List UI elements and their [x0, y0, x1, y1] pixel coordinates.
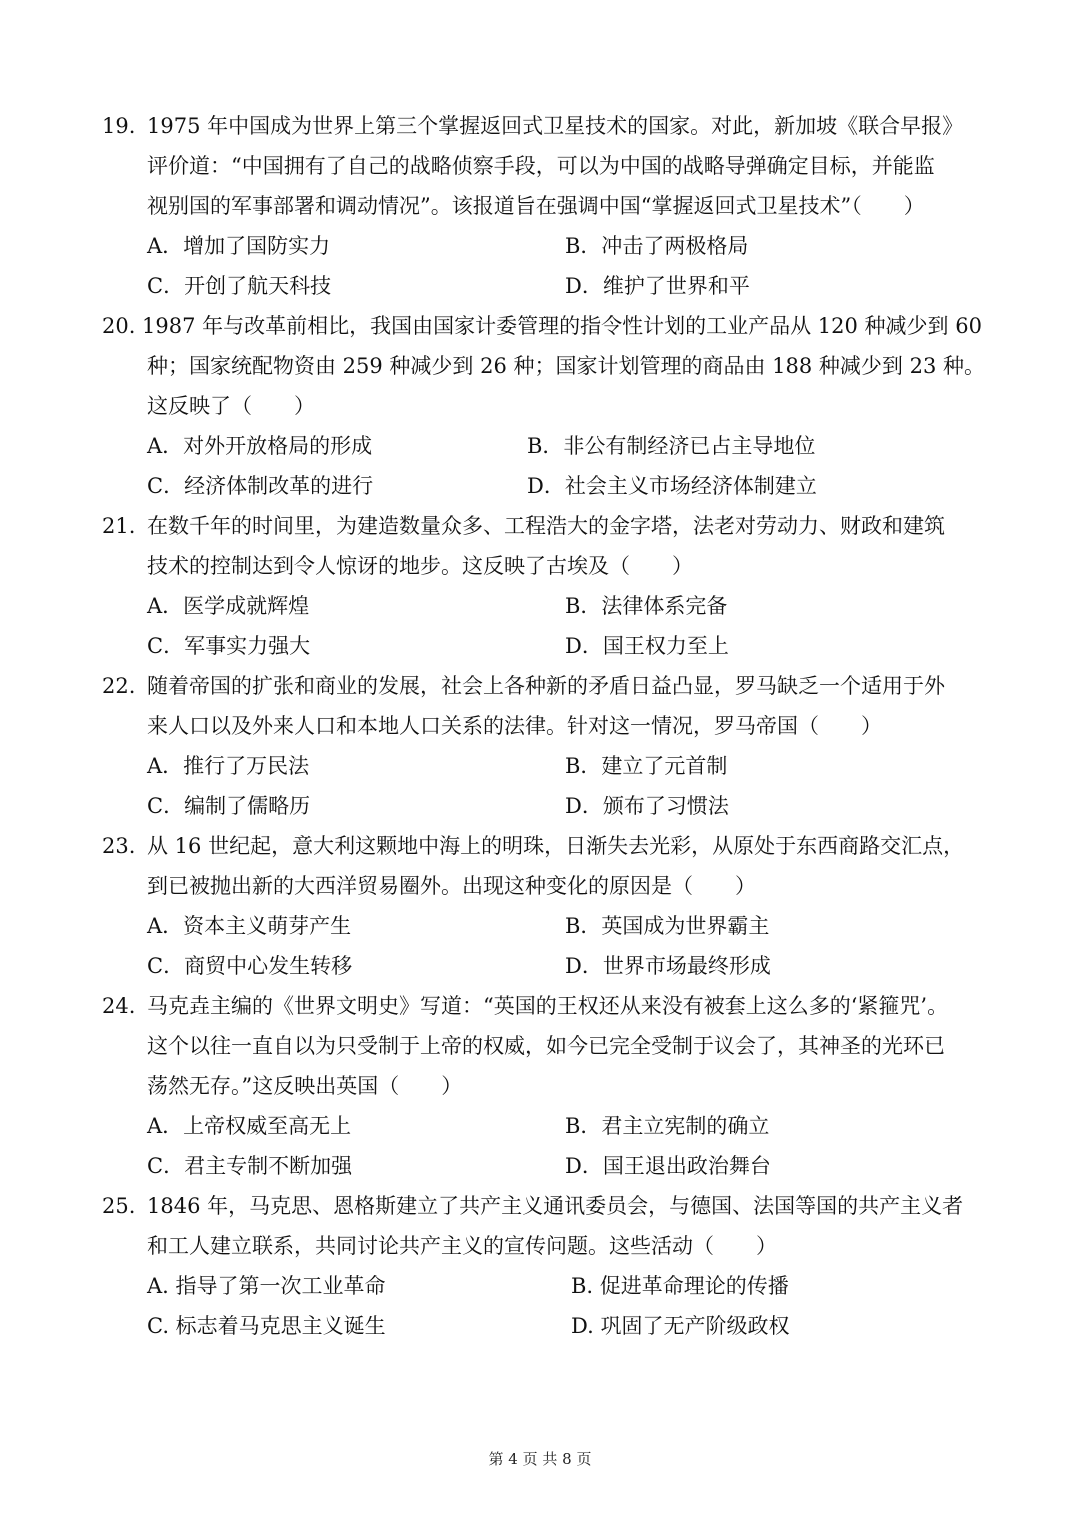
question-number: 20. [102, 314, 136, 338]
option-b: B．非公有制经济已占主导地位 [527, 434, 816, 458]
option-a: A．对外开放格局的形成 [147, 434, 373, 458]
question-number: 25. [102, 1194, 136, 1218]
question-stem-line: 评价道：“中国拥有了自己的战略侦察手段，可以为中国的战略导弹确定目标，并能监 [147, 154, 935, 178]
option-b: B．建立了元首制 [565, 754, 728, 778]
option-a: A．推行了万民法 [147, 754, 310, 778]
question-number: 22. [102, 674, 136, 698]
question-number: 21. [102, 514, 136, 538]
question-stem-line: 1987 年与改革前相比，我国由国家计委管理的指令性计划的工业产品从 120 种减少到 60 [142, 314, 982, 338]
option-b: B. 促进革命理论的传播 [571, 1274, 789, 1298]
option-d: D．国王退出政治舞台 [565, 1154, 771, 1178]
question-stem-line: 马克垚主编的《世界文明史》写道：“英国的王权还从来没有被套上这么多的‘紧箍咒’。 [147, 994, 949, 1018]
question-number: 19. [102, 114, 136, 138]
option-b: B．冲击了两极格局 [565, 234, 749, 258]
option-a: A．增加了国防实力 [147, 234, 331, 258]
option-d: D．世界市场最终形成 [565, 954, 771, 978]
question-stem-line: 和工人建立联系，共同讨论共产主义的宣传问题。这些活动（ ） [147, 1234, 777, 1258]
option-a: A．资本主义萌芽产生 [147, 914, 352, 938]
option-a: A．上帝权威至高无上 [147, 1114, 352, 1138]
option-b: B．法律体系完备 [565, 594, 728, 618]
page-number-label: 第 4 页 共 8 页 [488, 1450, 592, 1468]
option-b: B．英国成为世界霸主 [565, 914, 770, 938]
question-stem-line: 来人口以及外来人口和本地人口关系的法律。针对这一情况，罗马帝国（ ） [147, 714, 882, 738]
option-c: C．商贸中心发生转移 [147, 954, 353, 978]
question-stem-line: 到已被抛出新的大西洋贸易圈外。出现这种变化的原因是（ ） [147, 874, 756, 898]
option-d: D．社会主义市场经济体制建立 [527, 474, 817, 498]
question-stem-line: 技术的控制达到令人惊讶的地步。这反映了古埃及（ ） [147, 554, 693, 578]
option-c: C．军事实力强大 [147, 634, 311, 658]
question-stem-line: 在数千年的时间里，为建造数量众多、工程浩大的金字塔，法老对劳动力、财政和建筑 [147, 514, 945, 538]
question-stem-line: 1975 年中国成为世界上第三个掌握返回式卫星技术的国家。对此，新加坡《联合早报》 [147, 114, 964, 138]
page-footer [0, 1449, 1080, 1469]
question-stem-line: 视别国的军事部署和调动情况”。该报道旨在强调中国“掌握返回式卫星技术”（ ） [147, 194, 925, 218]
option-c: C．经济体制改革的进行 [147, 474, 374, 498]
option-c: C．编制了儒略历 [147, 794, 311, 818]
option-c: C．开创了航天科技 [147, 274, 332, 298]
question-stem-line: 种；国家统配物资由 259 种减少到 26 种；国家计划管理的商品由 188 种减少到 23 种。 [147, 354, 986, 378]
option-c: C．君主专制不断加强 [147, 1154, 353, 1178]
question-stem-line: 这个以往一直自以为只受制于上帝的权威，如今已完全受制于议会了，其神圣的光环已 [147, 1034, 945, 1058]
question-stem-line: 随着帝国的扩张和商业的发展，社会上各种新的矛盾日益凸显，罗马缺乏一个适用于外 [147, 674, 945, 698]
option-c: C. 标志着马克思主义诞生 [147, 1314, 386, 1338]
option-a: A．医学成就辉煌 [147, 594, 310, 618]
option-d: D．维护了世界和平 [565, 274, 750, 298]
question-stem-line: 1846 年，马克思、恩格斯建立了共产主义通讯委员会，与德国、法国等国的共产主义者 [147, 1194, 964, 1218]
option-d: D．国王权力至上 [565, 634, 729, 658]
option-a: A. 指导了第一次工业革命 [147, 1274, 386, 1298]
option-d: D．颁布了习惯法 [565, 794, 729, 818]
question-number: 23. [102, 834, 136, 858]
question-stem-line: 这反映了（ ） [147, 394, 315, 418]
question-number: 24. [102, 994, 136, 1018]
question-stem-line: 荡然无存。”这反映出英国（ ） [147, 1074, 463, 1098]
question-stem-line: 从 16 世纪起，意大利这颗地中海上的明珠，日渐失去光彩，从原处于东西商路交汇点， [147, 834, 965, 858]
option-d: D. 巩固了无产阶级政权 [571, 1314, 790, 1338]
option-b: B．君主立宪制的确立 [565, 1114, 770, 1138]
